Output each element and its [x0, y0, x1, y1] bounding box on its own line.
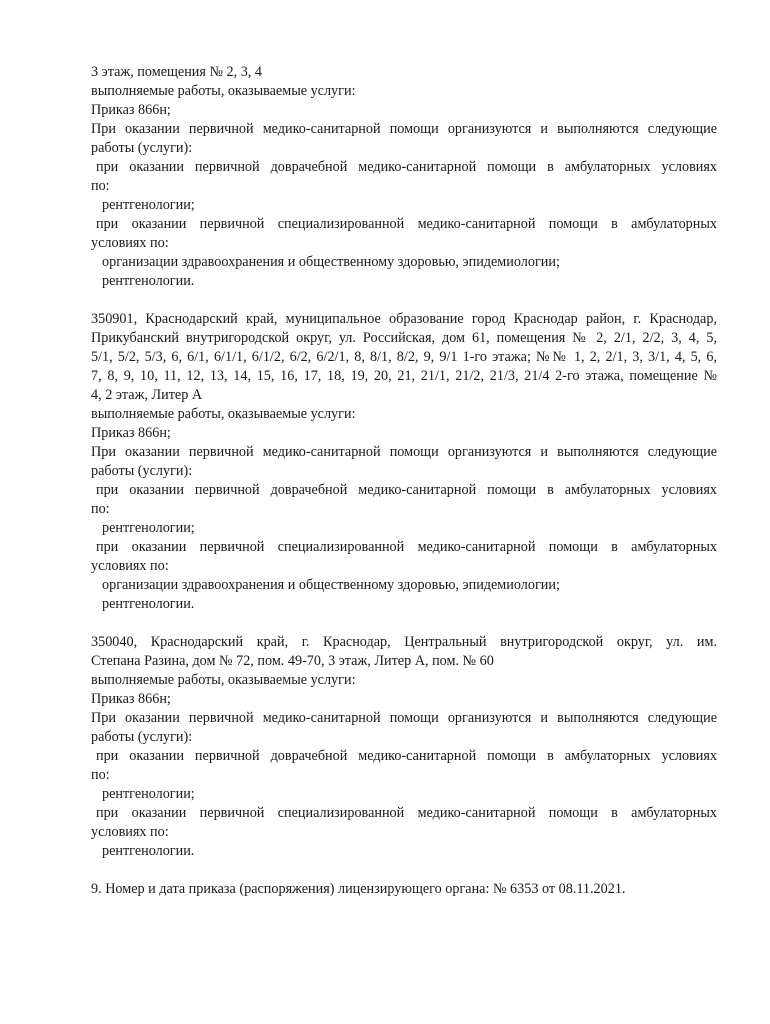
facility-block-2: [91, 310, 717, 614]
text-line: при оказании первичной доврачебной медико-санитарной помощи в амбулаторных условиях: [96, 159, 717, 175]
text-line: работы (услуги):: [91, 140, 193, 156]
text-line: условиях по:: [91, 558, 169, 574]
text-line: При оказании первичной медико-санитарной помощи организуются и выполняются следующие: [91, 710, 717, 726]
text-line: при оказании первичной специализированной медико-санитарной помощи в амбулаторных: [96, 805, 717, 821]
blank-line: [91, 291, 717, 310]
address-line: Степана Разина, дом № 72, пом. 49-70, 3 этаж, Литер А, пом. № 60: [91, 653, 494, 669]
text-line: при оказании первичной доврачебной медико-санитарной помощи в амбулаторных условиях: [96, 748, 717, 764]
text-line: рентгенологии.: [102, 843, 195, 859]
address-line: 350040, Краснодарский край, г. Краснодар, Центральный внутригородской округ, ул. им.: [91, 634, 717, 650]
text-line: организации здравоохранения и общественному здоровью, эпидемиологии;: [102, 577, 560, 593]
text-line: Приказ 866н;: [91, 691, 171, 707]
address-line: 7, 8, 9, 10, 11, 12, 13, 14, 15, 16, 17, 18, 19, 20, 21, 21/1, 21/2, 21/3, 21/4 2-го этажа, помещение №: [91, 368, 717, 384]
address-line: Прикубанский внутригородской округ, ул. Российская, дом 61, помещения № 2, 2/1, 2/2, 3, 4, 5,: [91, 330, 717, 346]
address-line: 350901, Краснодарский край, муниципальное образование город Краснодар район, г. Краснодар,: [91, 311, 717, 327]
text-line: выполняемые работы, оказываемые услуги:: [91, 406, 356, 422]
text-line: Приказ 866н;: [91, 425, 171, 441]
text-line: рентгенологии;: [102, 520, 195, 536]
text-line: при оказании первичной доврачебной медико-санитарной помощи в амбулаторных условиях: [96, 482, 717, 498]
text-line: рентгенологии.: [102, 596, 195, 612]
text-line: рентгенологии.: [102, 273, 195, 289]
text-line: При оказании первичной медико-санитарной помощи организуются и выполняются следующие: [91, 444, 717, 460]
text-line: выполняемые работы, оказываемые услуги:: [91, 672, 356, 688]
blank-line: [91, 861, 717, 880]
text-line: выполняемые работы, оказываемые услуги:: [91, 83, 356, 99]
address-line: 5/1, 5/2, 5/3, 6, 6/1, 6/1/1, 6/1/2, 6/2, 6/2/1, 8, 8/1, 8/2, 9, 9/1 1-го этажа; №№ 1, 2, 2/1, 3, 3/1, 4, 5, 6,: [91, 349, 717, 365]
text-line: организации здравоохранения и общественному здоровью, эпидемиологии;: [102, 254, 560, 270]
license-text: [91, 63, 717, 899]
text-line: при оказании первичной специализированной медико-санитарной помощи в амбулаторных: [96, 216, 717, 232]
text-line: по:: [91, 501, 110, 517]
facility-block-3: [91, 633, 717, 861]
text-line: работы (услуги):: [91, 729, 193, 745]
text-line: рентгенологии;: [102, 786, 195, 802]
text-line: 3 этаж, помещения № 2, 3, 4: [91, 64, 263, 80]
blank-line: [91, 614, 717, 633]
text-line: Приказ 866н;: [91, 102, 171, 118]
text-line: условиях по:: [91, 824, 169, 840]
text-line: по:: [91, 767, 110, 783]
text-line: рентгенологии;: [102, 197, 195, 213]
address-line: 4, 2 этаж, Литер А: [91, 387, 203, 403]
text-line: по:: [91, 178, 110, 194]
order-number-line: 9. Номер и дата приказа (распоряжения) лицензирующего органа: № 6353 от 08.11.2021.: [91, 881, 626, 897]
text-line: при оказании первичной специализированной медико-санитарной помощи в амбулаторных: [96, 539, 717, 555]
facility-block-1: [91, 63, 717, 291]
text-line: условиях по:: [91, 235, 169, 251]
text-line: работы (услуги):: [91, 463, 193, 479]
text-line: При оказании первичной медико-санитарной помощи организуются и выполняются следующие: [91, 121, 717, 137]
